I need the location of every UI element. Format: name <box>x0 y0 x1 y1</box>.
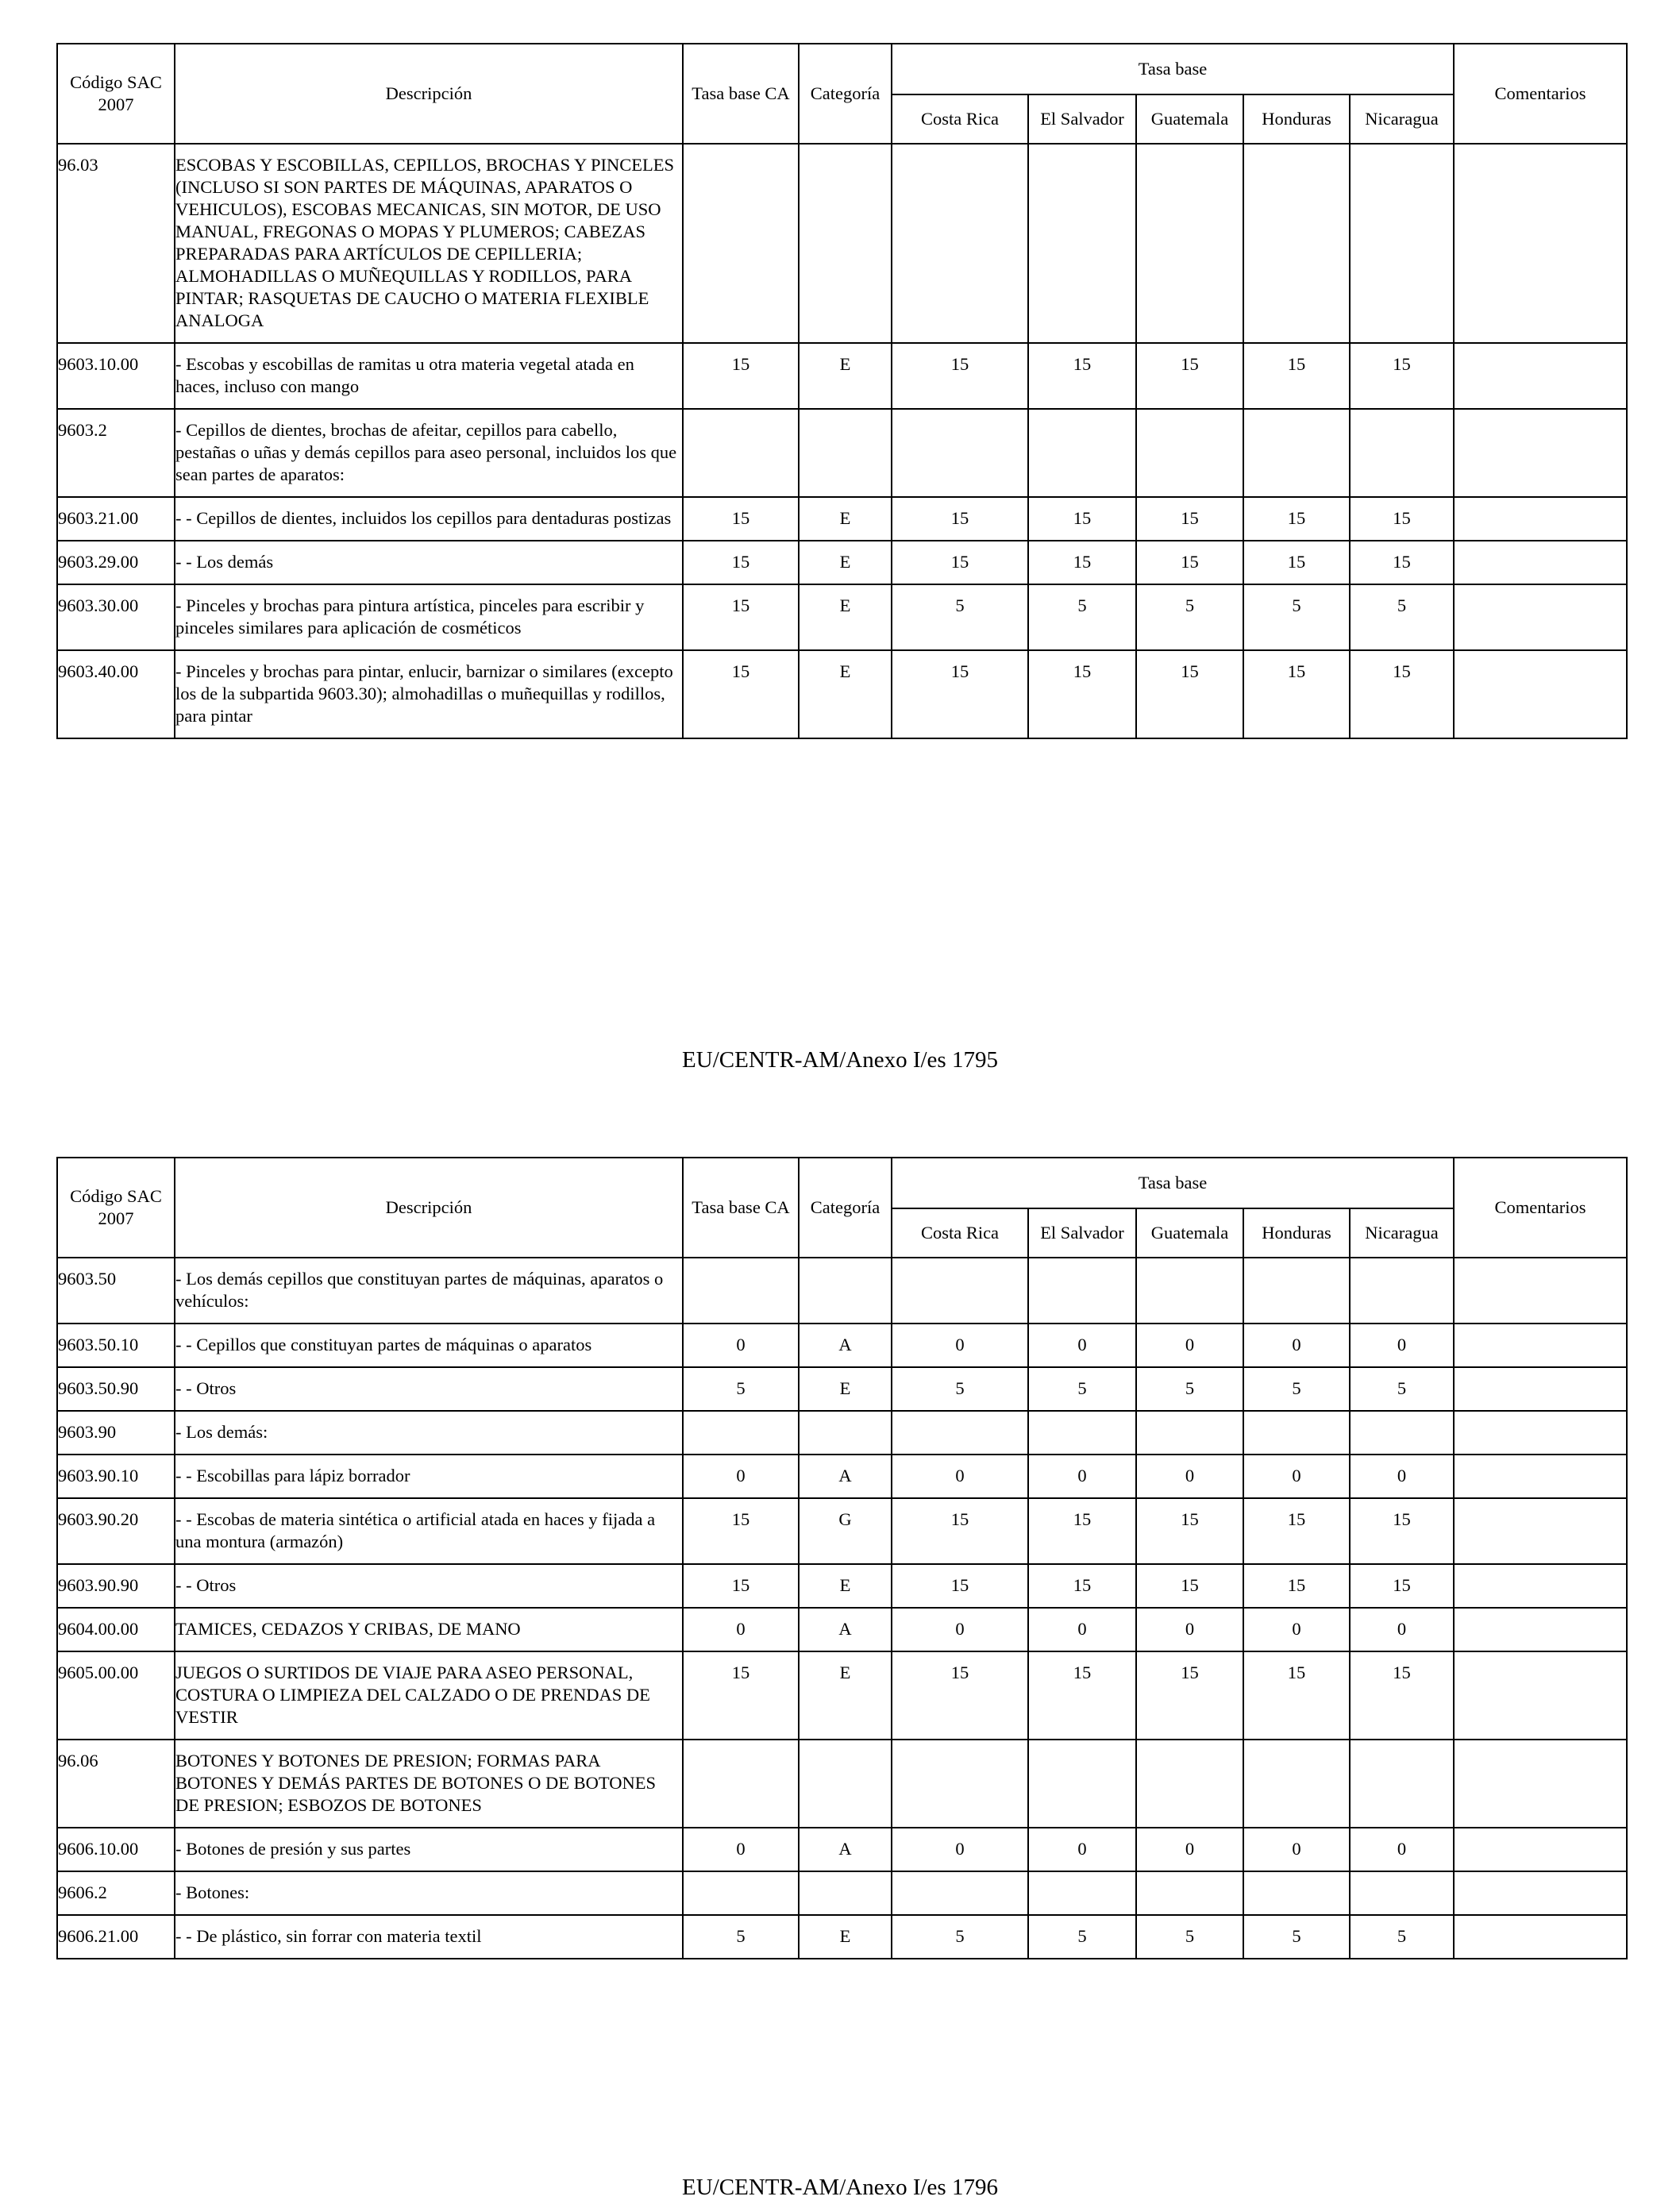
el-salvador-cell: 15 <box>1028 343 1136 409</box>
comentarios-cell <box>1454 1411 1627 1455</box>
el-salvador-cell: 5 <box>1028 584 1136 650</box>
header-comentarios: Comentarios <box>1454 44 1627 144</box>
costa-rica-cell: 15 <box>892 650 1028 738</box>
categoria-cell <box>799 1258 892 1324</box>
categoria-cell <box>799 1871 892 1915</box>
costa-rica-cell: 5 <box>892 1367 1028 1411</box>
comentarios-cell <box>1454 409 1627 497</box>
honduras-cell <box>1243 1740 1350 1828</box>
nicaragua-cell <box>1350 1258 1454 1324</box>
el-salvador-cell: 15 <box>1028 541 1136 584</box>
honduras-cell: 15 <box>1243 1498 1350 1564</box>
table-row <box>57 650 1627 738</box>
tasa-base-ca-cell <box>683 1411 799 1455</box>
document-page-1796 <box>56 1157 1626 1959</box>
nicaragua-cell: 15 <box>1350 497 1454 541</box>
nicaragua-cell: 5 <box>1350 1915 1454 1959</box>
comentarios-cell <box>1454 1455 1627 1498</box>
tasa-base-ca-cell: 15 <box>683 497 799 541</box>
document-page-1795 <box>56 43 1626 739</box>
table-row <box>57 144 1627 343</box>
honduras-cell: 15 <box>1243 1564 1350 1608</box>
tasa-base-ca-cell: 15 <box>683 1564 799 1608</box>
el-salvador-cell: 15 <box>1028 1564 1136 1608</box>
description-cell: TAMICES, CEDAZOS Y CRIBAS, DE MANO <box>175 1608 683 1651</box>
tariff-table <box>56 1157 1628 1959</box>
table-row <box>57 1367 1627 1411</box>
honduras-cell: 15 <box>1243 1651 1350 1740</box>
nicaragua-cell <box>1350 1740 1454 1828</box>
costa-rica-cell <box>892 1871 1028 1915</box>
table-row <box>57 541 1627 584</box>
tasa-base-ca-cell: 0 <box>683 1608 799 1651</box>
honduras-cell <box>1243 409 1350 497</box>
costa-rica-cell: 15 <box>892 343 1028 409</box>
el-salvador-cell <box>1028 1258 1136 1324</box>
el-salvador-cell <box>1028 409 1136 497</box>
el-salvador-cell: 0 <box>1028 1608 1136 1651</box>
header-el-salvador: El Salvador <box>1028 94 1136 144</box>
honduras-cell <box>1243 1258 1350 1324</box>
categoria-cell <box>799 409 892 497</box>
comentarios-cell <box>1454 1324 1627 1367</box>
sac-code-cell: 9603.50 <box>57 1258 175 1324</box>
sac-code-cell: 9604.00.00 <box>57 1608 175 1651</box>
table-row <box>57 1740 1627 1828</box>
honduras-cell: 0 <box>1243 1828 1350 1871</box>
tasa-base-ca-cell: 15 <box>683 343 799 409</box>
sac-code-cell: 9603.2 <box>57 409 175 497</box>
header-honduras: Honduras <box>1243 94 1350 144</box>
el-salvador-cell: 0 <box>1028 1324 1136 1367</box>
guatemala-cell <box>1136 409 1243 497</box>
nicaragua-cell: 5 <box>1350 584 1454 650</box>
el-salvador-cell: 15 <box>1028 497 1136 541</box>
honduras-cell <box>1243 1411 1350 1455</box>
costa-rica-cell <box>892 1740 1028 1828</box>
honduras-cell: 5 <box>1243 584 1350 650</box>
categoria-cell: E <box>799 1564 892 1608</box>
guatemala-cell: 5 <box>1136 1367 1243 1411</box>
comentarios-cell <box>1454 1915 1627 1959</box>
table-row <box>57 1498 1627 1564</box>
comentarios-cell <box>1454 1564 1627 1608</box>
page-footer: EU/CENTR-AM/Anexo I/es 1796 <box>682 2175 998 2200</box>
guatemala-cell: 15 <box>1136 541 1243 584</box>
categoria-cell <box>799 1740 892 1828</box>
nicaragua-cell: 0 <box>1350 1828 1454 1871</box>
guatemala-cell <box>1136 144 1243 343</box>
costa-rica-cell: 15 <box>892 541 1028 584</box>
costa-rica-cell: 15 <box>892 1498 1028 1564</box>
categoria-cell: A <box>799 1324 892 1367</box>
costa-rica-cell: 15 <box>892 1651 1028 1740</box>
comentarios-cell <box>1454 1367 1627 1411</box>
description-cell: - Pinceles y brochas para pintar, enlucir, barnizar o similares (excepto los de la subpartida 9603.30); almohadillas o muñequillas y rodillos, para pintar <box>175 650 683 738</box>
honduras-cell: 0 <box>1243 1324 1350 1367</box>
tasa-base-ca-cell <box>683 1258 799 1324</box>
honduras-cell <box>1243 144 1350 343</box>
tasa-base-ca-cell: 15 <box>683 650 799 738</box>
tasa-base-ca-cell: 15 <box>683 541 799 584</box>
header-descripcion: Descripción <box>175 1158 683 1258</box>
sac-code-cell: 9606.21.00 <box>57 1915 175 1959</box>
categoria-cell: E <box>799 584 892 650</box>
description-cell: - - Los demás <box>175 541 683 584</box>
categoria-cell: G <box>799 1498 892 1564</box>
sac-code-cell: 9603.21.00 <box>57 497 175 541</box>
categoria-cell: E <box>799 541 892 584</box>
tasa-base-ca-cell: 5 <box>683 1367 799 1411</box>
honduras-cell: 15 <box>1243 343 1350 409</box>
sac-code-cell: 9603.90.20 <box>57 1498 175 1564</box>
sac-code-cell: 9603.50.90 <box>57 1367 175 1411</box>
description-cell: - Botones de presión y sus partes <box>175 1828 683 1871</box>
description-cell: ESCOBAS Y ESCOBILLAS, CEPILLOS, BROCHAS Y PINCELES (INCLUSO SI SON PARTES DE MÁQUINAS, APARATOS O VEHICULOS), ESCOBAS MECANICAS, SIN MOTOR, DE USO MANUAL, FREGONAS O MOPAS Y PLUMEROS; CABEZAS PREPARADAS PARA ARTÍCULOS DE CEPILLERIA; ALMOHADILLAS O MUÑEQUILLAS Y RODILLOS, PARA PINTAR; RASQUETAS DE CAUCHO O MATERIA FLEXIBLE ANALOGA <box>175 144 683 343</box>
table-row <box>57 584 1627 650</box>
table-row <box>57 497 1627 541</box>
categoria-cell: E <box>799 1915 892 1959</box>
comentarios-cell <box>1454 1258 1627 1324</box>
header-nicaragua: Nicaragua <box>1350 1208 1454 1258</box>
honduras-cell: 15 <box>1243 497 1350 541</box>
el-salvador-cell: 0 <box>1028 1455 1136 1498</box>
nicaragua-cell: 15 <box>1350 650 1454 738</box>
description-cell: - - Escobas de materia sintética o artificial atada en haces y fijada a una montura (armazón) <box>175 1498 683 1564</box>
tasa-base-ca-cell: 5 <box>683 1915 799 1959</box>
description-cell: BOTONES Y BOTONES DE PRESION; FORMAS PARA BOTONES Y DEMÁS PARTES DE BOTONES O DE BOTONES DE PRESION; ESBOZOS DE BOTONES <box>175 1740 683 1828</box>
description-cell: - Pinceles y brochas para pintura artística, pinceles para escribir y pinceles similares para aplicación de cosméticos <box>175 584 683 650</box>
guatemala-cell: 5 <box>1136 1915 1243 1959</box>
el-salvador-cell: 15 <box>1028 1651 1136 1740</box>
honduras-cell <box>1243 1871 1350 1915</box>
costa-rica-cell: 0 <box>892 1608 1028 1651</box>
costa-rica-cell: 0 <box>892 1828 1028 1871</box>
el-salvador-cell <box>1028 144 1136 343</box>
honduras-cell: 5 <box>1243 1367 1350 1411</box>
tasa-base-ca-cell: 0 <box>683 1828 799 1871</box>
costa-rica-cell <box>892 144 1028 343</box>
header-guatemala: Guatemala <box>1136 94 1243 144</box>
sac-code-cell: 9603.50.10 <box>57 1324 175 1367</box>
comentarios-cell <box>1454 1740 1627 1828</box>
header-codigo: Código SAC 2007 <box>57 44 175 144</box>
header-categoria: Categoría <box>799 1158 892 1258</box>
description-cell: - Escobas y escobillas de ramitas u otra materia vegetal atada en haces, incluso con mango <box>175 343 683 409</box>
categoria-cell: A <box>799 1828 892 1871</box>
sac-code-cell: 9603.40.00 <box>57 650 175 738</box>
sac-code-cell: 9603.29.00 <box>57 541 175 584</box>
comentarios-cell <box>1454 1608 1627 1651</box>
nicaragua-cell: 15 <box>1350 1498 1454 1564</box>
header-costa-rica: Costa Rica <box>892 1208 1028 1258</box>
el-salvador-cell: 5 <box>1028 1367 1136 1411</box>
description-cell: - - Cepillos que constituyan partes de máquinas o aparatos <box>175 1324 683 1367</box>
costa-rica-cell: 5 <box>892 584 1028 650</box>
table-row <box>57 1564 1627 1608</box>
guatemala-cell: 0 <box>1136 1828 1243 1871</box>
description-cell: - - Otros <box>175 1367 683 1411</box>
honduras-cell: 0 <box>1243 1608 1350 1651</box>
nicaragua-cell <box>1350 1871 1454 1915</box>
categoria-cell: A <box>799 1608 892 1651</box>
nicaragua-cell: 15 <box>1350 1651 1454 1740</box>
tasa-base-ca-cell <box>683 409 799 497</box>
guatemala-cell <box>1136 1871 1243 1915</box>
guatemala-cell <box>1136 1258 1243 1324</box>
description-cell: JUEGOS O SURTIDOS DE VIAJE PARA ASEO PERSONAL, COSTURA O LIMPIEZA DEL CALZADO O DE PRENDAS DE VESTIR <box>175 1651 683 1740</box>
categoria-cell: E <box>799 343 892 409</box>
table-row <box>57 1915 1627 1959</box>
table-row <box>57 1324 1627 1367</box>
guatemala-cell <box>1136 1411 1243 1455</box>
honduras-cell: 5 <box>1243 1915 1350 1959</box>
sac-code-cell: 9603.90.10 <box>57 1455 175 1498</box>
nicaragua-cell: 15 <box>1350 541 1454 584</box>
el-salvador-cell <box>1028 1740 1136 1828</box>
sac-code-cell: 9603.30.00 <box>57 584 175 650</box>
guatemala-cell: 5 <box>1136 584 1243 650</box>
guatemala-cell: 15 <box>1136 1651 1243 1740</box>
comentarios-cell <box>1454 144 1627 343</box>
header-guatemala: Guatemala <box>1136 1208 1243 1258</box>
tasa-base-ca-cell: 15 <box>683 1651 799 1740</box>
guatemala-cell: 15 <box>1136 497 1243 541</box>
description-cell: - - Otros <box>175 1564 683 1608</box>
header-honduras: Honduras <box>1243 1208 1350 1258</box>
header-tasa-base: Tasa base <box>892 44 1454 94</box>
table-row <box>57 1828 1627 1871</box>
costa-rica-cell <box>892 409 1028 497</box>
comentarios-cell <box>1454 650 1627 738</box>
tasa-base-ca-cell <box>683 144 799 343</box>
costa-rica-cell: 15 <box>892 1564 1028 1608</box>
nicaragua-cell <box>1350 144 1454 343</box>
page-footer: EU/CENTR-AM/Anexo I/es 1795 <box>682 1047 998 1073</box>
comentarios-cell <box>1454 1651 1627 1740</box>
header-tasa-base-ca: Tasa base CA <box>683 44 799 144</box>
el-salvador-cell: 15 <box>1028 1498 1136 1564</box>
categoria-cell <box>799 144 892 343</box>
categoria-cell: E <box>799 1651 892 1740</box>
costa-rica-cell: 0 <box>892 1324 1028 1367</box>
costa-rica-cell <box>892 1258 1028 1324</box>
header-descripcion: Descripción <box>175 44 683 144</box>
nicaragua-cell: 0 <box>1350 1608 1454 1651</box>
sac-code-cell: 9606.2 <box>57 1871 175 1915</box>
categoria-cell <box>799 1411 892 1455</box>
header-el-salvador: El Salvador <box>1028 1208 1136 1258</box>
sac-code-cell: 9603.10.00 <box>57 343 175 409</box>
el-salvador-cell: 15 <box>1028 650 1136 738</box>
description-cell: - Botones: <box>175 1871 683 1915</box>
guatemala-cell: 15 <box>1136 1564 1243 1608</box>
honduras-cell: 15 <box>1243 541 1350 584</box>
honduras-cell: 15 <box>1243 650 1350 738</box>
table-row <box>57 1871 1627 1915</box>
sac-code-cell: 9603.90 <box>57 1411 175 1455</box>
el-salvador-cell <box>1028 1871 1136 1915</box>
tasa-base-ca-cell: 15 <box>683 1498 799 1564</box>
el-salvador-cell: 5 <box>1028 1915 1136 1959</box>
guatemala-cell: 0 <box>1136 1324 1243 1367</box>
sac-code-cell: 96.06 <box>57 1740 175 1828</box>
guatemala-cell: 0 <box>1136 1608 1243 1651</box>
header-tasa-base: Tasa base <box>892 1158 1454 1208</box>
nicaragua-cell: 15 <box>1350 343 1454 409</box>
description-cell: - Los demás cepillos que constituyan partes de máquinas, aparatos o vehículos: <box>175 1258 683 1324</box>
description-cell: - - Escobillas para lápiz borrador <box>175 1455 683 1498</box>
comentarios-cell <box>1454 541 1627 584</box>
costa-rica-cell <box>892 1411 1028 1455</box>
nicaragua-cell <box>1350 409 1454 497</box>
guatemala-cell <box>1136 1740 1243 1828</box>
tasa-base-ca-cell: 0 <box>683 1455 799 1498</box>
nicaragua-cell: 5 <box>1350 1367 1454 1411</box>
table-row <box>57 1258 1627 1324</box>
table-row <box>57 1651 1627 1740</box>
el-salvador-cell <box>1028 1411 1136 1455</box>
header-costa-rica: Costa Rica <box>892 94 1028 144</box>
sac-code-cell: 9605.00.00 <box>57 1651 175 1740</box>
comentarios-cell <box>1454 584 1627 650</box>
categoria-cell: A <box>799 1455 892 1498</box>
sac-code-cell: 9606.10.00 <box>57 1828 175 1871</box>
header-nicaragua: Nicaragua <box>1350 94 1454 144</box>
nicaragua-cell: 15 <box>1350 1564 1454 1608</box>
header-tasa-base-ca: Tasa base CA <box>683 1158 799 1258</box>
description-cell: - Cepillos de dientes, brochas de afeitar, cepillos para cabello, pestañas o uñas y demás cepillos para aseo personal, incluidos los que sean partes de aparatos: <box>175 409 683 497</box>
nicaragua-cell <box>1350 1411 1454 1455</box>
costa-rica-cell: 0 <box>892 1455 1028 1498</box>
costa-rica-cell: 15 <box>892 497 1028 541</box>
nicaragua-cell: 0 <box>1350 1324 1454 1367</box>
description-cell: - - Cepillos de dientes, incluidos los cepillos para dentaduras postizas <box>175 497 683 541</box>
comentarios-cell <box>1454 1871 1627 1915</box>
table-row <box>57 1455 1627 1498</box>
table-row <box>57 343 1627 409</box>
tasa-base-ca-cell: 15 <box>683 584 799 650</box>
description-cell: - - De plástico, sin forrar con materia textil <box>175 1915 683 1959</box>
categoria-cell: E <box>799 1367 892 1411</box>
table-row <box>57 1411 1627 1455</box>
sac-code-cell: 96.03 <box>57 144 175 343</box>
categoria-cell: E <box>799 497 892 541</box>
guatemala-cell: 15 <box>1136 1498 1243 1564</box>
comentarios-cell <box>1454 1498 1627 1564</box>
guatemala-cell: 15 <box>1136 650 1243 738</box>
header-comentarios: Comentarios <box>1454 1158 1627 1258</box>
guatemala-cell: 15 <box>1136 343 1243 409</box>
header-categoria: Categoría <box>799 44 892 144</box>
tasa-base-ca-cell <box>683 1871 799 1915</box>
header-codigo: Código SAC 2007 <box>57 1158 175 1258</box>
comentarios-cell <box>1454 1828 1627 1871</box>
categoria-cell: E <box>799 650 892 738</box>
honduras-cell: 0 <box>1243 1455 1350 1498</box>
table-row <box>57 1608 1627 1651</box>
comentarios-cell <box>1454 497 1627 541</box>
tasa-base-ca-cell <box>683 1740 799 1828</box>
sac-code-cell: 9603.90.90 <box>57 1564 175 1608</box>
comentarios-cell <box>1454 343 1627 409</box>
tariff-table <box>56 43 1628 739</box>
costa-rica-cell: 5 <box>892 1915 1028 1959</box>
table-row <box>57 409 1627 497</box>
el-salvador-cell: 0 <box>1028 1828 1136 1871</box>
tasa-base-ca-cell: 0 <box>683 1324 799 1367</box>
guatemala-cell: 0 <box>1136 1455 1243 1498</box>
nicaragua-cell: 0 <box>1350 1455 1454 1498</box>
description-cell: - Los demás: <box>175 1411 683 1455</box>
